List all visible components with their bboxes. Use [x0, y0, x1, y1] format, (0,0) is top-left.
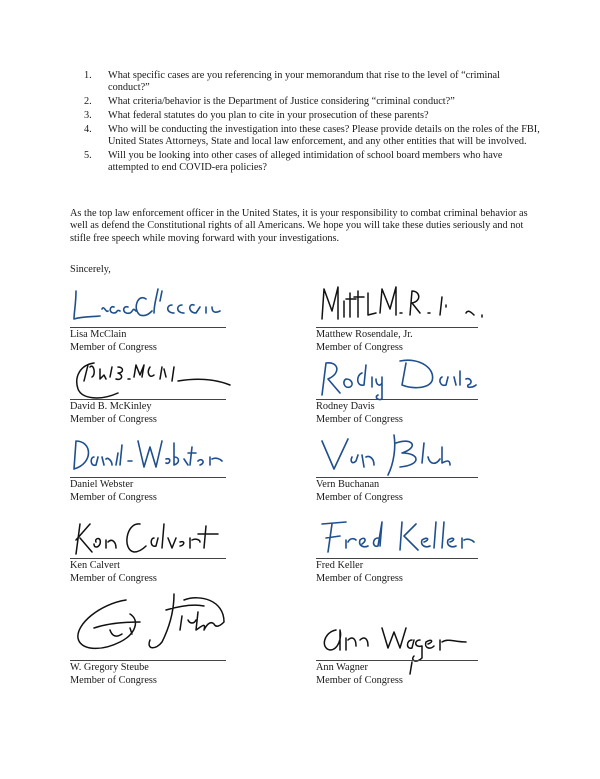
signature-line — [316, 660, 478, 661]
signer-name: Ken Calvert — [70, 560, 121, 571]
question-item — [84, 70, 544, 95]
question-item — [84, 110, 544, 122]
signer-title: Member of Congress — [316, 414, 403, 425]
signature-line — [316, 558, 478, 559]
question-text: What specific cases are you referencing in your memorandum that rise to the level of “criminal conduct?” — [108, 70, 500, 94]
handwritten-signature — [316, 283, 491, 329]
question-item — [84, 124, 544, 149]
question-item — [84, 96, 544, 108]
signature-line — [316, 327, 478, 328]
signature-block — [316, 514, 476, 592]
valediction: Sincerely, — [70, 264, 111, 275]
signature-line — [70, 558, 226, 559]
signer-name: Lisa McClain — [70, 329, 127, 340]
signature-block — [316, 616, 476, 694]
signer-title: Member of Congress — [316, 342, 403, 353]
signature-block — [316, 355, 476, 433]
signer-name: Daniel Webster — [70, 479, 134, 490]
question-text: What criteria/behavior is the Department of Justice considering “criminal conduct?” — [108, 96, 455, 108]
signer-name: Matthew Rosendale, Jr. — [316, 329, 413, 340]
question-number: 1. — [84, 70, 92, 81]
handwritten-signature — [316, 433, 486, 483]
handwritten-signature — [316, 355, 496, 405]
handwritten-signature — [70, 283, 240, 329]
signature-block — [70, 514, 230, 592]
question-text: What federal statutes do you plan to cite in your prosecution of these parents? — [108, 109, 429, 121]
signer-title: Member of Congress — [70, 492, 157, 503]
signature-line — [70, 327, 226, 328]
question-number: 3. — [84, 109, 92, 121]
question-list — [84, 70, 544, 176]
signature-line — [316, 477, 478, 478]
signer-name: Rodney Davis — [316, 401, 375, 412]
handwritten-signature — [316, 514, 486, 562]
handwritten-signature — [70, 514, 240, 562]
signer-name: Fred Keller — [316, 560, 364, 571]
signer-name: W. Gregory Steube — [70, 662, 149, 673]
signer-title: Member of Congress — [70, 342, 157, 353]
signer-title: Member of Congress — [70, 573, 157, 584]
question-number: 5. — [84, 149, 92, 161]
handwritten-signature — [70, 433, 240, 479]
signature-line — [70, 399, 226, 400]
signer-title: Member of Congress — [316, 573, 403, 584]
signer-title: Member of Congress — [316, 492, 403, 503]
signature-block — [70, 283, 230, 361]
question-number: 4. — [84, 123, 92, 135]
question-text: Who will be conducting the investigation into these cases? Please provide details on the roles of the FBI, United States Attorneys, State and local law enforcement, and any other entities that will be involved. — [108, 123, 540, 147]
signature-block — [70, 433, 230, 511]
signer-name: Vern Buchanan — [316, 479, 380, 490]
signer-title: Member of Congress — [70, 675, 157, 686]
closing-paragraph: As the top law enforcement officer in the United States, it is your responsibility to combat criminal behavior as well as defend the Constitutional rights of all Americans. We hope you will take these duties seriously and not stifle free speech while moving forward with your investigations. — [70, 208, 528, 244]
handwritten-signature — [70, 355, 245, 405]
question-text: Will you be looking into other cases of alleged intimidation of school board members who have attempted to end COVID-era policies? — [108, 149, 503, 174]
signature-block — [70, 616, 230, 694]
signer-title: Member of Congress — [70, 414, 157, 425]
signature-block — [70, 355, 230, 433]
signature-line — [316, 399, 478, 400]
signature-line — [70, 660, 226, 661]
signer-name: Ann Wagner — [316, 662, 368, 673]
handwritten-signature — [70, 590, 245, 662]
signer-title: Member of Congress — [316, 675, 403, 686]
signature-block — [316, 433, 476, 511]
signature-block — [316, 283, 476, 361]
question-item — [84, 150, 544, 175]
signature-line — [70, 477, 226, 478]
question-number: 2. — [84, 96, 92, 108]
signer-name: David B. McKinley — [70, 401, 152, 412]
